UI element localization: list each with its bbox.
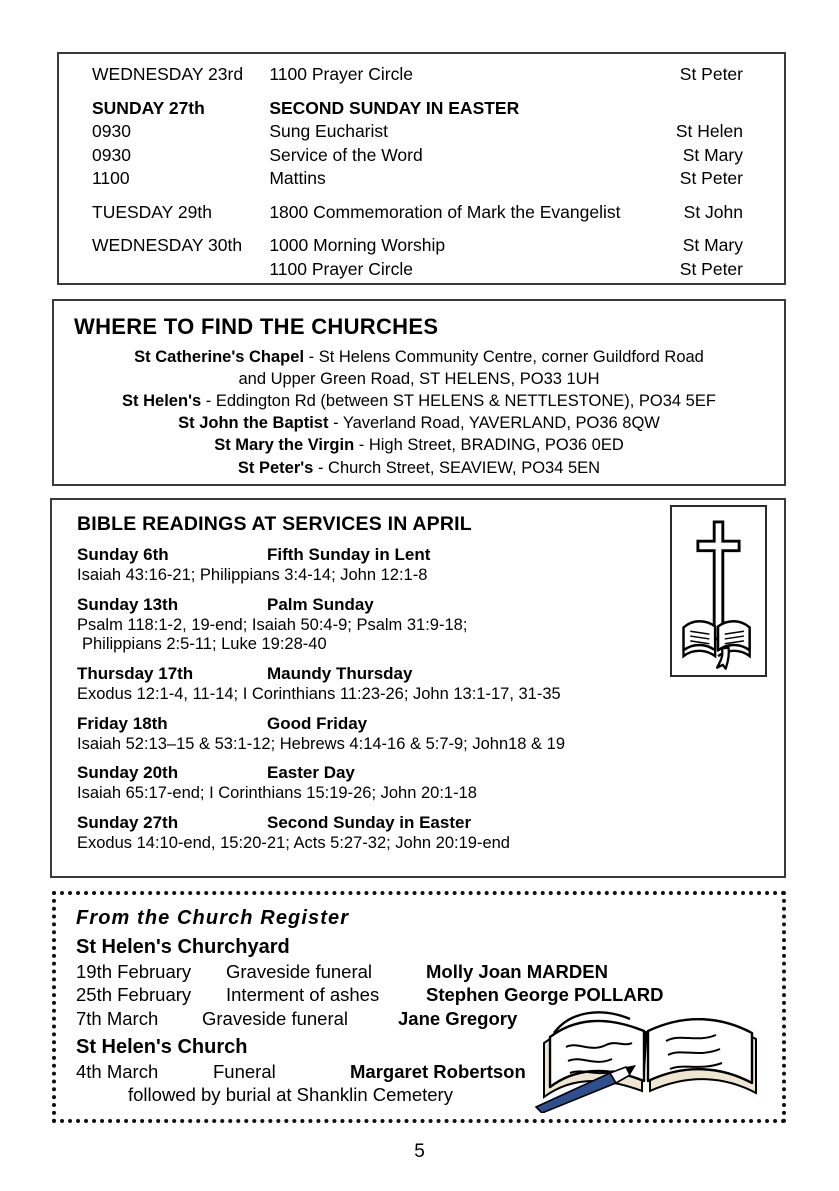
service-day-cell: 0930 (92, 121, 131, 141)
church-address-entry (68, 346, 770, 368)
register-entry-type: Funeral (213, 1060, 276, 1082)
church-name: St Mary the Virgin (214, 436, 355, 455)
bible-reading-entry (77, 763, 784, 804)
register-entry-name: Molly Joan MARDEN (426, 961, 608, 982)
service-event-cell: SECOND SUNDAY IN EASTER (269, 97, 520, 118)
service-venue-cell: St Peter (679, 258, 743, 279)
cross-and-bible-icon (670, 505, 767, 677)
church-address: - High Street, BRADING, PO36 0ED (354, 436, 624, 455)
church-address-entry (68, 390, 770, 412)
bible-reading-entry (77, 813, 784, 854)
register-entry-type: Graveside funeral (202, 1007, 349, 1029)
service-day-cell: WEDNESDAY 30th (92, 235, 243, 255)
service-row (59, 63, 784, 87)
bible-readings-panel (50, 498, 786, 878)
church-address-line2: and Upper Green Road, ST HELENS, PO33 1UH (238, 370, 600, 389)
bible-reading-refs-line: Psalm 118:1-2, 19-end; Isaiah 50:4-9; Psalm 31:9-18; (77, 615, 468, 634)
bible-reading-occasion: Good Friday (267, 713, 368, 733)
register-follow-up-note: followed by burial at Shanklin Cemetery (128, 1084, 453, 1106)
service-day-cell: WEDNESDAY 23rd (92, 64, 244, 84)
bible-reading-occasion: Second Sunday in Easter (267, 812, 472, 832)
church-address: - Church Street, SEAVIEW, PO34 5EN (313, 458, 601, 477)
service-row (59, 258, 784, 282)
register-entry-date: 19th February (76, 961, 192, 982)
bible-reading-refs-line: Exodus 12:1-4, 11-14; I Corinthians 11:23-26; John 13:1-17, 31-35 (77, 684, 561, 703)
service-venue-cell: St Peter (679, 64, 743, 84)
register-entry-name: Stephen George POLLARD (426, 984, 664, 1006)
register-entry-type: Interment of ashes (226, 984, 380, 1006)
bible-reading-occasion: Maundy Thursday (267, 663, 413, 683)
church-register-panel (52, 891, 786, 1123)
bible-reading-references (77, 735, 784, 755)
page-number: 5 (414, 1141, 425, 1162)
bible-reading-date: Sunday 27th (77, 812, 179, 832)
bible-reading-date: Thursday 17th (77, 663, 194, 683)
church-name: St Peter's (237, 458, 314, 477)
bible-reading-date: Sunday 6th (77, 545, 169, 564)
church-register-title: From the Church Register (76, 907, 350, 929)
bible-reading-refs-line: Isaiah 52:13–15 & 53:1-12; Hebrews 4:14-16 & 5:7-9; John18 & 19 (77, 734, 565, 753)
register-church-name: St Helen's Churchyard (76, 936, 290, 958)
service-day-cell: 0930 (92, 144, 131, 165)
bible-reading-occasion: Fifth Sunday in Lent (267, 545, 431, 564)
bible-reading-heading (77, 714, 784, 734)
register-entry-date: 7th March (76, 1007, 159, 1029)
bible-reading-occasion: Easter Day (267, 763, 355, 783)
bible-reading-references (77, 784, 784, 804)
where-to-find-title: WHERE TO FIND THE CHURCHES (74, 314, 439, 339)
church-name: St John the Baptist (178, 414, 329, 433)
where-to-find-churches-panel (52, 299, 786, 486)
service-day-cell: TUESDAY 29th (92, 201, 212, 222)
service-event-cell: Service of the Word (269, 144, 423, 165)
service-venue-cell: St Mary (682, 235, 743, 255)
service-row (59, 144, 784, 168)
bible-reading-date: Sunday 20th (77, 763, 179, 783)
register-entry-row (76, 960, 782, 983)
services-table (59, 63, 784, 281)
bible-reading-occasion: Palm Sunday (267, 594, 374, 614)
register-entry-row (76, 1007, 782, 1030)
service-event-cell: 1100 Prayer Circle (269, 64, 413, 84)
bible-reading-heading (77, 813, 784, 833)
service-venue-cell: St John (683, 201, 743, 222)
bible-reading-refs-line: Isaiah 65:17-end; I Corinthians 15:19-26; John 20:1-18 (77, 784, 477, 803)
bible-reading-date: Friday 18th (77, 713, 168, 733)
bible-reading-references (77, 685, 784, 705)
service-row (59, 87, 784, 121)
bible-readings-title: BIBLE READINGS AT SERVICES IN APRIL (77, 513, 472, 535)
service-venue-cell: St Mary (682, 144, 743, 165)
bible-reading-heading (77, 763, 784, 783)
register-entry-row (76, 983, 782, 1006)
service-row (59, 224, 784, 258)
church-address-entry (68, 457, 770, 479)
church-name: St Catherine's Chapel (134, 348, 305, 366)
bible-reading-refs-line: Exodus 14:10-end, 15:20-21; Acts 5:27-32; John 20:19-end (77, 833, 510, 852)
service-day-cell (59, 258, 266, 282)
bible-reading-refs-line: Isaiah 43:16-21; Philippians 3:4-14; John 12:1-8 (77, 566, 428, 584)
service-venue-cell: St Peter (679, 168, 743, 188)
bible-reading-entry (77, 714, 784, 755)
register-entry-date: 4th March (76, 1060, 159, 1082)
service-event-cell: 1800 Commemoration of Mark the Evangelist (269, 201, 621, 222)
service-venue-cell (676, 87, 784, 121)
service-venue-cell: St Helen (675, 121, 743, 141)
register-entry-date: 25th February (76, 984, 192, 1006)
service-row (59, 120, 784, 144)
register-entry-name: Margaret Robertson (350, 1060, 526, 1082)
service-row (59, 191, 784, 225)
church-address: - Eddington Rd (between ST HELENS & NETTLESTONE), PO34 5EF (201, 392, 716, 411)
church-address: - Yaverland Road, YAVERLAND, PO36 8QW (328, 414, 660, 433)
service-day-cell: 1100 (92, 168, 130, 188)
church-register-entries (56, 936, 782, 1106)
service-day-cell: SUNDAY 27th (92, 97, 205, 118)
church-name: St Helen's (122, 392, 202, 411)
service-event-cell: 1000 Morning Worship (269, 235, 446, 255)
register-entry-row (76, 1060, 782, 1083)
register-entry-type: Graveside funeral (226, 961, 373, 982)
bible-reading-refs-line2: Philippians 2:5-11; Luke 19:28-40 (82, 635, 327, 654)
service-event-cell: Sung Eucharist (269, 121, 389, 141)
bible-reading-date: Sunday 13th (77, 594, 179, 614)
church-address-entry (68, 412, 770, 434)
bible-reading-references (77, 834, 784, 854)
church-address: - St Helens Community Centre, corner Guildford Road (304, 348, 704, 366)
service-event-cell: Mattins (269, 168, 326, 188)
church-address-entry (68, 434, 770, 456)
register-church-name: St Helen's Church (76, 1035, 248, 1058)
register-entry-name: Jane Gregory (398, 1007, 518, 1029)
service-event-cell: 1100 Prayer Circle (269, 258, 413, 279)
church-address-list (54, 346, 784, 479)
service-row (59, 167, 784, 191)
services-schedule-panel (57, 52, 786, 285)
